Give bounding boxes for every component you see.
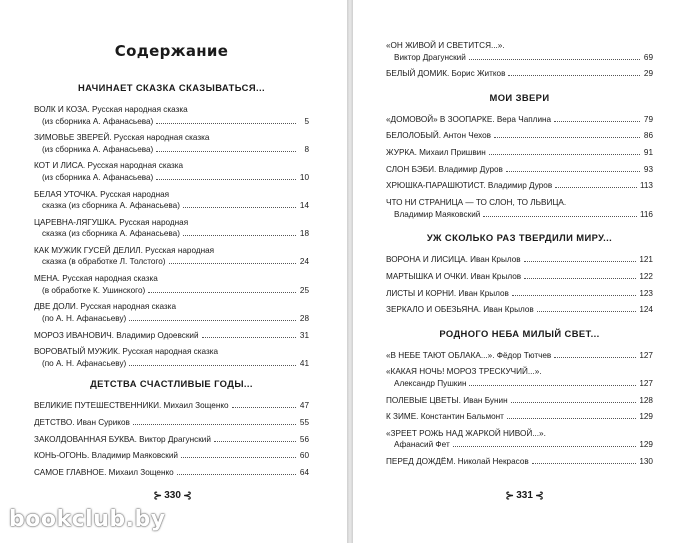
toc-entry[interactable] [386,271,653,283]
toc-entry[interactable] [34,301,309,324]
dot-leader [129,313,296,321]
dot-leader [537,304,637,312]
toc-entry[interactable] [386,147,653,159]
entry-page-number: 56 [299,434,309,444]
dot-leader [133,417,296,425]
entry-source: Владимир Маяковский [394,209,481,219]
dot-leader [169,256,296,264]
toc-entry[interactable] [386,164,653,176]
entry-page-number: 25 [299,285,309,295]
entry-title: СЛОН БЭБИ. Владимир Дуров [386,164,503,174]
left-page-number: 330 [164,490,181,501]
toc-entry[interactable] [34,417,309,429]
right-page [353,0,700,543]
entry-page-number: 124 [639,305,653,315]
entry-title: БЕЛОЛОБЫЙ. Антон Чехов [386,131,492,141]
entry-title: ВОРОНА И ЛИСИЦА. Иван Крылов [386,255,521,265]
entry-source: сказка (в обработке Л. Толстого) [42,257,166,267]
dot-leader [554,114,640,122]
entry-source: (из сборника А. Афанасьева) [42,144,154,154]
entry-title: КОНЬ-ОГОНЬ. Владимир Маяковский [34,451,178,461]
entry-title: ДЕТСТВО. Иван Суриков [34,417,130,427]
toc-entry[interactable] [386,254,653,266]
entry-page-number: 129 [639,440,653,450]
toc-entry[interactable] [386,304,653,316]
entry-source: (из сборника А. Афанасьева) [42,172,154,182]
entry-page-number: 122 [639,271,653,281]
entry-source: сказка (из сборника А. Афанасьева) [42,229,180,239]
dot-leader [532,456,637,464]
section-heading: УЖ СКОЛЬКО РАЗ ТВЕРДИЛИ МИРУ... [426,232,613,244]
entry-page-number: 79 [643,114,653,124]
entry-page-number: 8 [304,144,309,154]
toc-entry[interactable] [34,273,309,296]
right-folio [505,489,544,502]
entry-title: «ОН ЖИВОЙ И СВЕТИТСЯ...». [386,41,505,50]
entry-page-number: 24 [299,257,309,267]
toc-entry[interactable] [386,428,653,451]
dot-leader [506,164,640,172]
entry-page-number: 55 [299,417,309,427]
entry-source: Афанасий Фет [394,440,450,450]
toc-entry[interactable] [386,395,653,407]
entry-page-number: 10 [299,172,309,182]
dot-leader [177,467,296,475]
page-title: Содержание [114,42,229,60]
toc-entry[interactable] [34,400,309,412]
dot-leader [453,439,637,447]
section-heading: НАЧИНАЕТ СКАЗКА СКАЗЫВАТЬСЯ... [78,82,265,93]
toc-entry[interactable] [34,160,309,183]
entry-title: ПОЛЕВЫЕ ЦВЕТЫ. Иван Бунин [386,395,508,405]
dot-leader [524,271,636,279]
toc-entry[interactable] [386,288,653,300]
entry-title: ЗИМОВЬЕ ЗВЕРЕЙ. Русская народная сказка [34,133,210,143]
entry-title: ВОРОВАТЫЙ МУЖИК. Русская народная сказка [34,347,219,357]
dot-leader [507,411,636,419]
entry-title: К ЗИМЕ. Константин Бальмонт [386,412,504,422]
entry-page-number: 14 [299,201,309,211]
entry-title: ПЕРЕД ДОЖДЁМ. Николай Некрасов [386,457,529,467]
entry-source: Александр Пушкин [394,378,467,388]
toc-entry[interactable] [34,245,309,268]
ornament-right-icon: ⊰ [182,490,193,502]
watermark-logo: bookclub.by [9,507,166,532]
entry-page-number: 47 [299,401,309,411]
entry-page-number: 130 [639,457,653,467]
entry-page-number: 93 [643,164,653,174]
entry-page-number: 128 [639,395,653,405]
dot-leader [183,200,296,208]
entry-source: Виктор Драгунский [394,52,466,62]
entry-title: МАРТЫШКА И ОЧКИ. Иван Крылов [386,271,522,281]
right-page-number: 331 [516,490,533,501]
entry-source: (из сборника А. Афанасьева) [42,116,154,126]
dot-leader [469,52,640,60]
entry-page-number: 29 [643,69,653,79]
entry-title: ЧТО НИ СТРАНИЦА — ТО СЛОН, ТО ЛЬВИЦА. [386,198,567,208]
toc-entry[interactable] [386,456,653,468]
entry-title: ЦАРЕВНА-ЛЯГУШКА. Русская народная [34,217,189,227]
entry-source: (по А. Н. Афанасьеву) [42,313,127,323]
dot-leader [214,434,296,442]
toc-entry[interactable] [34,217,309,240]
dot-leader [156,144,296,152]
entry-title: ЗЕРКАЛО И ОБЕЗЬЯНА. Иван Крылов [386,305,534,315]
entry-title: «В НЕБЕ ТАЮТ ОБЛАКА...». Фёдор Тютчев [386,350,552,360]
left-page [0,0,347,543]
dot-leader [512,288,636,296]
entry-page-number: 64 [299,467,309,477]
entry-title: КАК МУЖИК ГУСЕЙ ДЕЛИЛ. Русская народная [34,245,215,255]
toc-entry[interactable] [34,450,309,462]
ornament-left-icon: ⊱ [153,490,163,502]
right-page-content [386,40,653,473]
entry-title: ВЕЛИКИЕ ПУТЕШЕСТВЕННИКИ. Михаил Зощенко [34,401,229,411]
dot-leader [483,209,637,217]
entry-title: «ДОМОВОЙ» В ЗООПАРКЕ. Вера Чаплина [386,114,552,124]
toc-entry[interactable] [34,104,309,127]
left-folio [153,489,192,502]
entry-page-number: 41 [299,358,309,368]
entry-title: «КАКАЯ НОЧЬ! МОРОЗ ТРЕСКУЧИЙ...». [386,367,542,377]
entry-page-number: 86 [643,131,653,141]
entry-page-number: 31 [299,330,309,340]
entry-page-number: 28 [299,313,309,323]
entry-page-number: 113 [639,181,653,191]
dot-leader [469,378,636,386]
section-heading: ДЕТСТВА СЧАСТЛИВЫЕ ГОДЫ... [90,378,253,390]
entry-title: «ЗРЕЕТ РОЖЬ НАД ЖАРКОЙ НИВОЙ...». [386,428,546,438]
toc-entry[interactable] [34,132,309,155]
dot-leader [494,130,640,138]
entry-source: (по А. Н. Афанасьеву) [42,358,127,368]
entry-page-number: 123 [639,288,653,298]
dot-leader [181,450,296,458]
entry-page-number: 121 [639,255,653,265]
dot-leader [148,285,296,293]
toc-entry[interactable] [386,130,653,142]
entry-title: ЛИСТЫ И КОРНИ. Иван Крылов [386,288,509,298]
dot-leader [156,116,296,124]
entry-title: МОРОЗ ИВАНОВИЧ. Владимир Одоевский [34,330,199,340]
dot-leader [183,228,296,236]
entry-title: ЖУРКА. Михаил Пришвин [386,148,486,158]
toc-entry[interactable] [386,180,653,192]
toc-entry[interactable] [386,197,653,220]
entry-title: ХРЮШКА-ПАРАШЮТИСТ. Владимир Дуров [386,181,553,191]
entry-page-number: 69 [643,52,653,62]
dot-leader [232,400,296,408]
entry-title: КОТ И ЛИСА. Русская народная сказка [34,161,184,171]
toc-entry[interactable] [386,40,653,63]
toc-entry[interactable] [386,366,653,389]
entry-page-number: 5 [304,116,309,126]
left-page-content [34,42,309,484]
toc-entry[interactable] [386,68,653,80]
entry-page-number: 127 [639,378,653,388]
dot-leader [511,395,637,403]
entry-page-number: 129 [639,412,653,422]
toc-entry[interactable] [386,350,653,362]
entry-title: БЕЛЫЙ ДОМИК. Борис Житков [386,69,506,79]
entry-page-number: 116 [639,209,653,219]
dot-leader [202,330,296,338]
entry-title: САМОЕ ГЛАВНОЕ. Михаил Зощенко [34,467,174,477]
entry-title: ДВЕ ДОЛИ. Русская народная сказка [34,302,176,312]
entry-title: БЕЛАЯ УТОЧКА. Русская народная [34,189,170,199]
dot-leader [508,68,640,76]
entry-source: сказка (из сборника А. Афанасьева) [42,201,180,211]
entry-source: (в обработке К. Ушинского) [42,285,146,295]
toc-entry[interactable] [34,330,309,342]
entry-title: ЗАКОЛДОВАННАЯ БУКВА. Виктор Драгунский [34,434,211,444]
section-heading: РОДНОГО НЕБА МИЛЫЙ СВЕТ... [439,327,600,339]
ornament-right-icon: ⊰ [534,490,545,502]
dot-leader [129,358,296,366]
toc-entry[interactable] [386,114,653,126]
dot-leader [489,147,640,155]
entry-page-number: 127 [639,350,653,360]
section-heading: МОИ ЗВЕРИ [489,91,550,103]
dot-leader [555,180,637,188]
dot-leader [156,172,296,180]
entry-title: МЕНА. Русская народная сказка [34,274,158,284]
toc-entry[interactable] [34,346,309,369]
entry-title: ВОЛК И КОЗА. Русская народная сказка [34,105,188,114]
dot-leader [524,254,637,262]
entry-page-number: 18 [299,229,309,239]
ornament-left-icon: ⊱ [505,490,515,502]
entry-page-number: 91 [643,148,653,158]
toc-entry[interactable] [34,434,309,446]
dot-leader [554,350,636,358]
entry-page-number: 60 [299,451,309,461]
toc-entry[interactable] [386,411,653,423]
toc-entry[interactable] [34,467,309,479]
toc-entry[interactable] [34,189,309,212]
